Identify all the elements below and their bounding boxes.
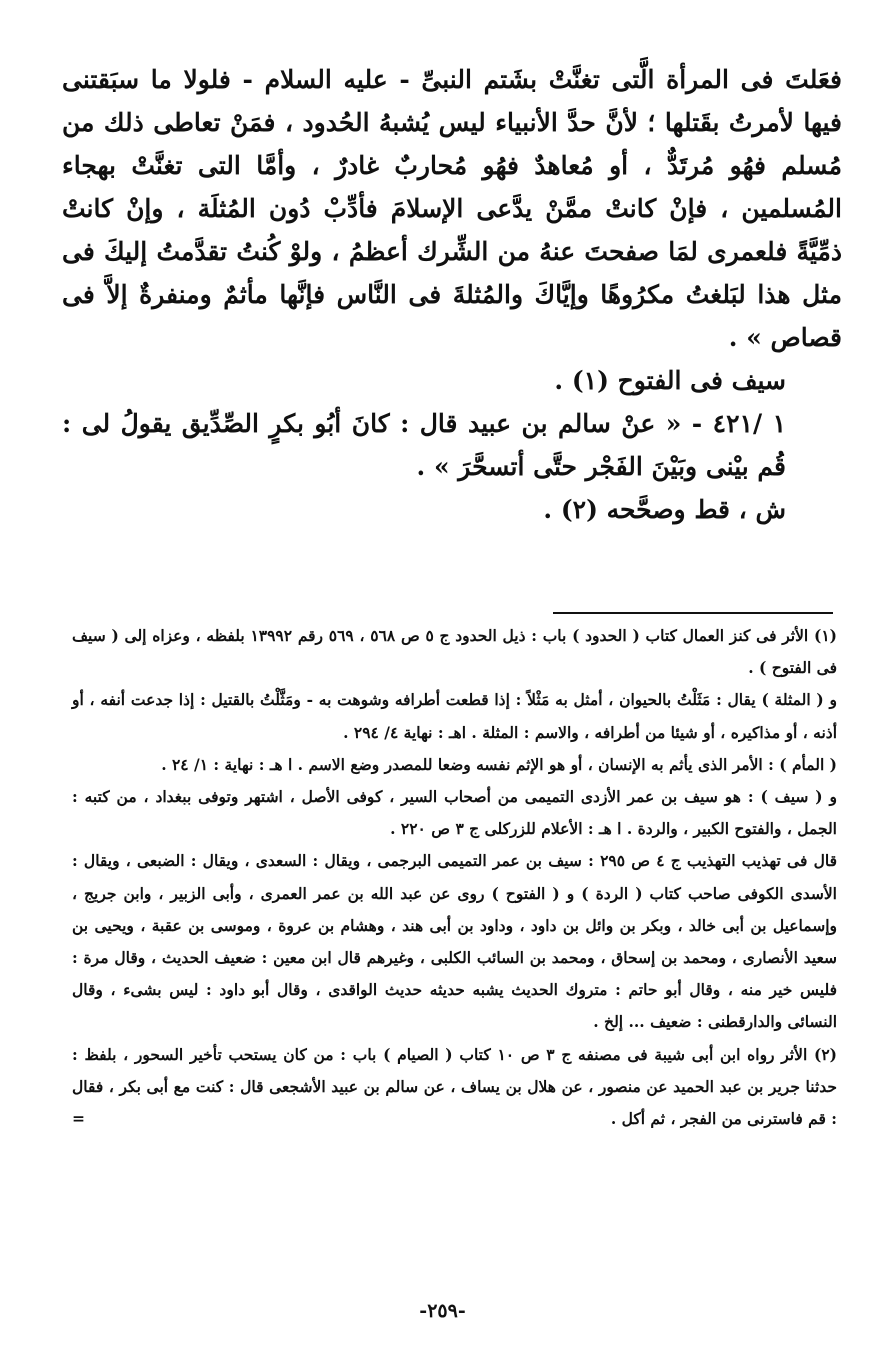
footnote-divider [553,612,833,614]
hadith-text: ١ /٤٢١ - « عنْ سالم بن عبيد قال : كانَ أبُو بكرٍ الصِّدِّيق يقولُ لى : قُم بيْنى وبَيْنَ الفَجْر حتَّى أتسحَّرَ » . [62,409,786,481]
footnote-1-definition-maam: ( المأم ) : الأمر الذى يأثم به الإنسان ، أو هو الإثم نفسه وضعا للمصدر وضع الاسم . ا هـ : نهاية : ١/ ٢٤ . [161,754,837,774]
paragraph-text: فعَلتَ فى المرأة الَّتى تغنَّتْ بشَتم النبىِّ - عليه السلام - فلولا ما سبَقتنى فيها لأمرتُ بقَتلها ؛ لأنَّ حدَّ الأنبياء ليس يُشبهُ الحُدود ، فمَنْ تعاطى ذلك من مُسلم فهُو مُرتَدٌّ ، أو مُعاهدٌ فهُو مُحاربٌ غادرٌ ، وأمَّا التى تغنَّتْ بهجاء المُسلمين ، فإنْ كانتْ ممَّنْ يدَّعى الإسلامَ فأدِّبْ دُون المُثلَة ، وإنْ كانتْ ذمِّيَّةً فلعمرى لمَا صفحتَ عنهُ من الشِّرك أعظمُ ، ولوْ كُنتُ تقدَّمتُ إليكَ فى مثل هذا لبَلغتُ مكرُوهًا وإيَّاكَ والمُثلةَ فى النَّاس فإنَّها مأثمٌ ومنفرةٌ إلاَّ فى قصاص » . [62,65,842,352]
source-citation: ش ، قط وصحَّحه (٢) . [543,495,786,524]
main-text [62,58,842,531]
footnotes [72,620,837,1135]
footnote-2-text: (٢) الأثر رواه ابن أبى شيبة فى مصنفه ج ٣ ص ١٠ كتاب ( الصيام ) باب : من كان يستحب تأخير السحور ، بلفظ : حدثنا جرير بن عبد الحميد عن منصور ، عن هلال بن يساف ، عن سالم بن عبيد الأشجعى قال : كنت مع أبى بكر ، فقال : قم فاسترنى من الفجر ، ثم أكل . [72,1044,837,1129]
footnote-1: (١) الأثر فى كنز العمال كتاب ( الحدود ) باب : ذيل الحدود ج ٥ ص ٥٦٨ ، ٥٦٩ رقم ١٣٩٩٢ بلفظه ، وعزاه إلى ( سيف فى الفتوح ) . [72,626,837,678]
source-citation: سيف فى الفتوح (١) . [554,366,786,395]
continuation-mark: = [72,1109,85,1129]
footnote-1-tahdhib-quote: قال فى تهذيب التهذيب ج ٤ ص ٢٩٥ : سيف بن عمر التميمى البرجمى ، ويقال : السعدى ، ويقال : الضبعى ، ويقال : الأسدى الكوفى صاحب كتاب ( الردة ) و ( الفتوح ) روى عن عبد الله بن عمر العمرى ، وأبى الزبير ، وابن جريج ، وإسماعيل بن أبى خالد ، وبكر بن وائل بن داود ، وداود بن أبى هند ، وهشام بن عروة ، وموسى بن عقبة ، ويحيى بن سعيد الأنصارى ، ومحمد بن إسحاق ، ومحمد بن السائب الكلبى ، وغيرهم قال ابن معين : ضعيف الحديث ، وقال مرة : فليس خير منه ، وقال أبو حاتم : متروك الحديث يشبه حديثه حديث الواقدى ، وقال أبو داود : ليس بشىء ، وقال النسائى والدارقطنى : ضعيف ... إلخ . [72,851,837,1032]
footnote-1-biography-sayf: و ( سيف ) : هو سيف بن عمر الأزدى التميمى من أصحاب السير ، كوفى الأصل ، اشتهر وتوفى ببغداد ، من كتبه : الجمل ، والفتوح الكبير ، والردة . ا هـ : الأعلام للزركلى ج ٣ ص ٢٢٠ . [72,787,837,839]
footnote-1-definition-mathla: و ( المثلة ) يقال : مَثَلْتُ بالحيوان ، أمثل به مَثْلاً : إذا قطعت أطرافه وشوهت به - ومَثَّلْتُ بالقتيل : إذا جدعت أنفه ، أو أذنه ، أو مذاكيره ، أو شيئا من أطرافه ، والاسم : المثلة . اهـ : نهاية ٤/ ٢٩٤ . [72,690,837,742]
page-number: -٢٥٩- [419,1300,466,1322]
footnote-2 [72,1039,837,1136]
